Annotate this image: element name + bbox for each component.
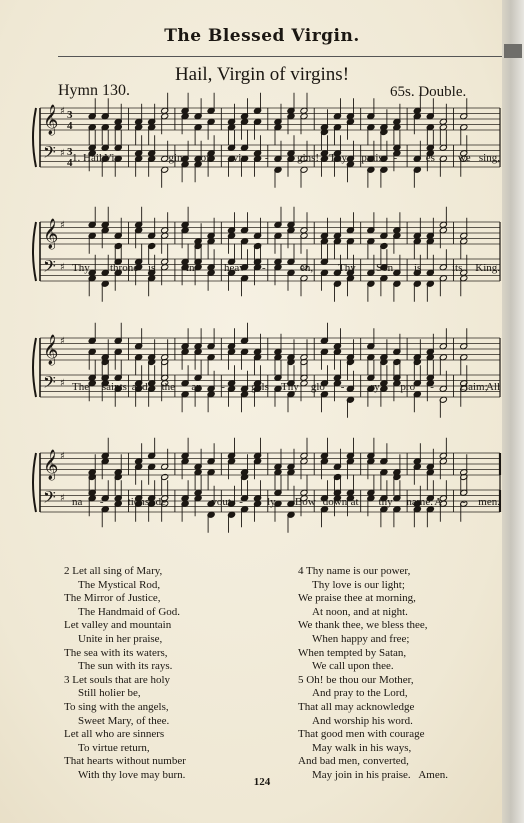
bass-clef: 𝄢 xyxy=(43,256,56,280)
verse-line: When tempted by Satan, xyxy=(298,646,407,659)
lyric-syllable: pro xyxy=(400,381,416,393)
verse-line: To virtue return, xyxy=(78,741,150,754)
system-brace xyxy=(33,338,36,397)
lyric-syllable: gels xyxy=(251,381,269,393)
verse-line: That good men with courage xyxy=(298,728,425,741)
lyric-syllable: - xyxy=(340,381,345,393)
key-signature-sharp: ♯ xyxy=(60,106,65,117)
verse-line: When happy and free; xyxy=(312,632,410,645)
verse-line: That all may acknowledge xyxy=(298,700,415,713)
lyric-syllable: tions xyxy=(127,496,150,508)
verse-line: At noon, and at night. xyxy=(312,605,408,618)
key-signature-sharp: ♯ xyxy=(60,451,65,462)
lyric-syllable: King. xyxy=(475,262,500,274)
lyric-syllable: The xyxy=(72,381,90,393)
verse-line: Thy love is our light; xyxy=(312,578,405,591)
key-signature-sharp: ♯ xyxy=(60,336,65,347)
treble-clef: 𝄞 xyxy=(43,105,59,135)
system-brace xyxy=(33,453,36,512)
verse-line: We praise thee at morning, xyxy=(298,592,416,605)
verse-line: 2 Let all sing of Mary, xyxy=(64,565,163,577)
lyric-syllable: - xyxy=(462,496,466,508)
verse-line: We call upon thee. xyxy=(312,660,394,673)
lyric-syllable: down xyxy=(322,496,348,508)
lyric-syllable: an xyxy=(191,381,202,393)
lyric-syllable: All xyxy=(485,381,500,393)
lyric-syllable: Vir xyxy=(104,152,119,164)
lyric-syllable: - xyxy=(262,262,266,274)
verses-right-column xyxy=(298,565,448,783)
verse-line: The sea with its waters, xyxy=(64,646,168,659)
hymn-meter: 65s. Double. xyxy=(390,84,467,100)
lyric-syllable: vout xyxy=(211,496,231,508)
time-signature: 4 xyxy=(67,120,73,132)
lyric-syllable: sing, xyxy=(478,152,500,164)
verse-line: May join in his praise. Amen. xyxy=(312,768,448,781)
lyric-syllable: name. xyxy=(406,496,433,508)
lyric-syllable: Bow xyxy=(294,496,316,508)
lyric-syllable: - xyxy=(239,496,243,508)
key-signature-sharp: ♯ xyxy=(60,262,65,273)
system-brace xyxy=(33,222,36,281)
lyric-syllable: - xyxy=(221,381,225,393)
verse-line: The Mirror of Justice, xyxy=(64,592,161,605)
system-brace xyxy=(33,108,36,167)
verse-line: That hearts without number xyxy=(64,755,186,768)
lyric-syllable: na xyxy=(72,496,83,508)
key-signature-sharp: ♯ xyxy=(60,148,65,159)
treble-clef: 𝄞 xyxy=(43,450,59,480)
lyric-syllable: claim; xyxy=(460,381,488,393)
treble-clef: 𝄞 xyxy=(43,335,59,365)
lyric-syllable: - xyxy=(264,152,269,164)
bass-clef: 𝄢 xyxy=(43,142,56,166)
lyric-syllable: 1. Hail, xyxy=(72,152,105,164)
key-signature-sharp: ♯ xyxy=(60,220,65,231)
lyric-syllable: ry xyxy=(370,381,380,393)
verse-line: The Handmaid of God. xyxy=(78,605,181,618)
verse-line: And worship his word. xyxy=(312,714,413,727)
verse-line: Let all who are sinners xyxy=(64,728,165,741)
page-number: 124 xyxy=(253,776,271,788)
verse-line: Sweet Mary, of thee. xyxy=(78,714,170,727)
lyric-syllable: saints xyxy=(101,381,127,393)
lyric-syllable: men. xyxy=(478,496,500,508)
bass-clef: 𝄢 xyxy=(43,487,56,511)
lyric-syllable: in xyxy=(186,262,195,274)
lyric-syllable: en, xyxy=(300,262,314,274)
lyric-syllable: prais xyxy=(361,152,383,164)
lyric-syllable: - xyxy=(430,381,434,393)
lyric-syllable: throne xyxy=(110,262,139,274)
lyric-syllable: ly xyxy=(267,496,276,508)
lyric-syllable: is xyxy=(414,262,422,274)
lyric-syllable: heav xyxy=(224,262,245,274)
verse-line: We thank thee, we bless thee, xyxy=(298,619,428,632)
lyric-line xyxy=(60,262,500,278)
hymn-number: Hymn 130. xyxy=(58,82,130,99)
running-head: The Blessed Virgin. xyxy=(164,26,360,46)
bass-clef: 𝄢 xyxy=(43,372,56,396)
lyric-syllable: - xyxy=(99,496,104,508)
verse-line: With thy love may burn. xyxy=(78,768,186,781)
verse-line: May walk in his ways, xyxy=(312,741,412,754)
lyric-syllable: Thy xyxy=(281,381,299,393)
hymn-title: Hail, Virgin of virgins! xyxy=(174,64,350,85)
lyric-syllable: Thy xyxy=(338,262,356,274)
time-signature: 4 xyxy=(67,157,73,169)
lyric-syllable: Thy xyxy=(72,262,90,274)
lyric-syllable: of xyxy=(200,152,210,164)
verse-line: 4 Thy name is our power, xyxy=(298,565,411,577)
time-signature: 3 xyxy=(67,146,73,158)
lyric-syllable: at xyxy=(350,496,359,508)
verse-line: And bad men, converted, xyxy=(298,755,409,768)
lyric-syllable: thy xyxy=(378,496,393,508)
time-signature: 3 xyxy=(67,109,73,121)
lyric-syllable: es xyxy=(425,152,435,164)
lyric-syllable: vir xyxy=(232,152,245,164)
verse-line: Let valley and mountain xyxy=(64,619,172,632)
lyric-syllable: Thy xyxy=(329,152,347,164)
lyric-syllable: Son xyxy=(376,262,394,274)
lyric-syllable: de xyxy=(155,496,166,508)
lyric-line xyxy=(60,496,500,512)
lyric-syllable: gin xyxy=(168,152,183,164)
lyric-line xyxy=(60,152,500,168)
verse-line: Still holier be, xyxy=(78,687,141,700)
lyric-syllable: gins! xyxy=(297,152,320,164)
lyric-line xyxy=(60,381,500,397)
lyric-syllable: is xyxy=(148,262,156,274)
lyric-syllable: - xyxy=(136,152,140,164)
verses-left-column xyxy=(64,565,186,783)
verse-line: 5 Oh! be thou our Mother, xyxy=(298,673,414,686)
verse-line: 3 Let souls that are holy xyxy=(64,673,171,686)
lyric-syllable: its xyxy=(452,262,463,274)
verse-line: Unite in her praise, xyxy=(78,632,163,645)
verse-line: The Mystical Rod, xyxy=(78,578,161,591)
lyric-syllable: - xyxy=(393,152,398,164)
lyric-syllable: glo xyxy=(310,381,325,393)
lyric-syllable: we xyxy=(457,152,471,164)
lyric-syllable: the xyxy=(161,381,176,393)
key-signature-sharp: ♯ xyxy=(60,493,65,504)
treble-clef: 𝄞 xyxy=(43,219,59,249)
verse-line: The sun with its rays. xyxy=(78,660,173,673)
lyric-syllable: - xyxy=(183,496,188,508)
lyric-syllable: A xyxy=(434,496,443,508)
verse-line: And pray to the Lord, xyxy=(312,687,408,700)
lyric-syllable: and xyxy=(131,381,148,393)
key-signature-sharp: ♯ xyxy=(60,378,65,389)
verse-line: To sing with the angels, xyxy=(64,700,169,713)
